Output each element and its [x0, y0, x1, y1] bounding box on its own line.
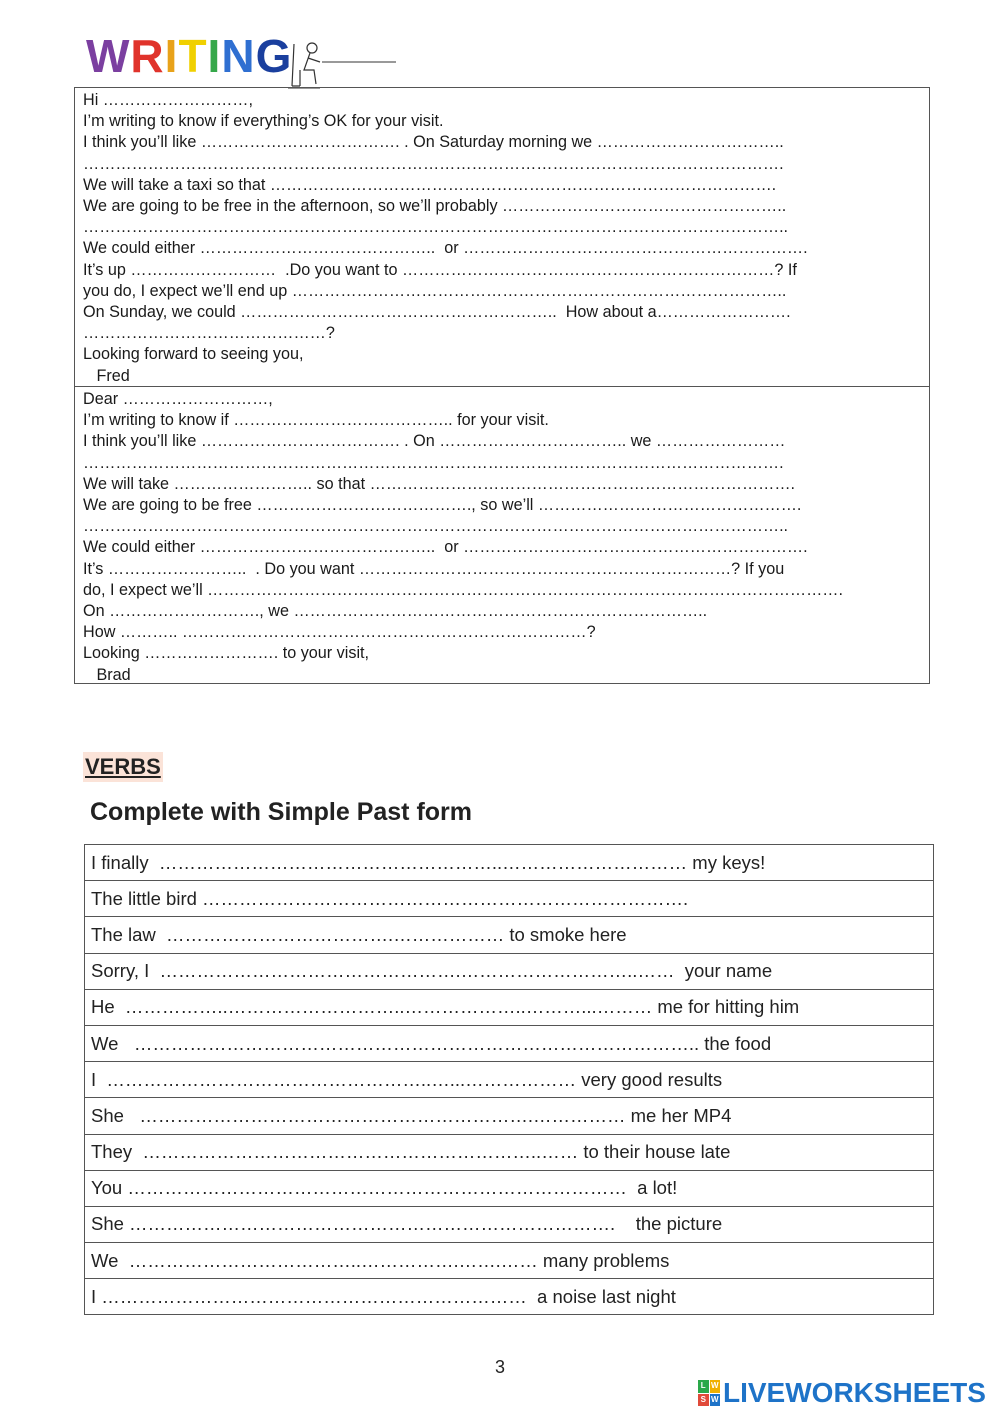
letter-line: …………………………………………………………………………………………………………………. — [83, 154, 784, 173]
exercise-sentence[interactable]: She ……………………………………………………….…………… me her MP4 — [85, 1098, 934, 1134]
letter-line: I think you’ll like ………………………………. . On Saturday morning we …………………………….. — [83, 133, 784, 152]
exercise-sentence[interactable]: I ……………………………………………..…...……………… very good results — [85, 1062, 934, 1098]
exercise-instruction: Complete with Simple Past form — [90, 798, 473, 826]
letter-line: I think you’ll like ………………………………. . On …………………………….. we …………………… — [83, 432, 786, 451]
table-row — [85, 989, 934, 1025]
title-letter: I — [207, 30, 222, 82]
letter-line: ………………………………………? — [83, 324, 335, 343]
letter-line: On Sunday, we could ………………………………………………….. How about a……………………. — [83, 303, 791, 322]
worksheet-title — [86, 30, 292, 82]
letter-line: We are going to be free …………………………………., so we’ll …………………………………………. — [83, 496, 802, 515]
letter-line: We will take …………………….. so that ……………………………………………………………………. — [83, 474, 796, 493]
table-row — [85, 1062, 934, 1098]
title-letter: I — [164, 30, 179, 82]
exercise-sentence[interactable]: You ……………………………………………………………………… a lot! — [85, 1170, 934, 1206]
letter-line: I’m writing to know if ………………………………….. for your visit. — [83, 411, 549, 430]
exercise-sentence[interactable]: I …………………………………………………………… a noise last night — [85, 1279, 934, 1315]
title-letter: N — [221, 30, 256, 82]
letter-line: We could either …………………………………….. or ………………………………………………………. — [83, 538, 808, 557]
letter-line: Dear ………………………, — [83, 390, 273, 408]
letter-line: do, I expect we’ll ………………………………………………………………………………………………………. — [83, 580, 843, 599]
letter-line: ………………………………………………………………………………………………………………….. — [83, 517, 789, 536]
letter-line: It’s …………………….. . Do you want ……………………………………………………………? If you — [83, 559, 785, 578]
letter-line: Fred — [83, 366, 130, 385]
exercise-sentence[interactable]: They ………………………………………………………..…… to their house late — [85, 1134, 934, 1170]
title-letter: G — [255, 30, 293, 82]
letter-line: It’s up ……………………… .Do you want to ……………………………………………………………? If — [83, 260, 797, 279]
exercise-sentence[interactable]: He ……………..………………………..………………..………...……… me for hitting him — [85, 989, 934, 1025]
letter-fred — [74, 87, 930, 387]
page-number: 3 — [494, 1357, 505, 1377]
table-row — [85, 1206, 934, 1242]
writer-at-desk-icon — [286, 38, 398, 90]
writing-title — [86, 30, 292, 82]
table-row — [85, 1279, 934, 1315]
letter-line: you do, I expect we’ll end up ……………………………………………………………………………….. — [83, 281, 787, 300]
logo-tile: L — [698, 1380, 709, 1393]
exercise-sentence[interactable]: The law ……………………………….……………… to smoke here — [85, 917, 934, 953]
letter-line: We will take a taxi so that …………………………………………………………………………………. — [83, 175, 777, 194]
table-row — [85, 1098, 934, 1134]
exercise-sentence[interactable]: Sorry, I ………………………………………….………………………..…… your name — [85, 953, 934, 989]
verbs-heading: VERBS — [83, 752, 163, 782]
logo-tile: W — [710, 1380, 721, 1393]
table-row — [85, 1243, 934, 1279]
letter-line: Brad — [83, 665, 131, 684]
table-row — [85, 1025, 934, 1061]
title-letter: T — [178, 30, 208, 82]
exercise-sentence[interactable]: I finally ………………………………………………..………………………… my keys! — [85, 845, 934, 881]
title-letter: W — [86, 30, 131, 82]
title-letter: R — [130, 30, 165, 82]
letter-line: We could either …………………………………….. or ………………………………………………………. — [83, 239, 808, 258]
exercise-sentence[interactable]: She ……………………………………………………………………. the picture — [85, 1206, 934, 1242]
exercise-sentence[interactable]: The little bird ……………………………………………………………………. — [85, 881, 934, 917]
exercise-sentence[interactable]: We ………………………………..…………….…….…… many problems — [85, 1243, 934, 1279]
liveworksheets-logo-icon — [698, 1380, 720, 1406]
liveworksheets-brand — [698, 1376, 986, 1410]
table-row — [85, 1134, 934, 1170]
exercise-sentence[interactable]: We ……………………………………………………………………………….. the food — [85, 1025, 934, 1061]
letter-line: Hi ………………………, — [83, 91, 253, 109]
letter-line: We are going to be free in the afternoon, so we’ll probably …………………………………………….. — [83, 197, 787, 216]
letter-line: How ……….. …………………………………………………………………? — [83, 623, 596, 642]
logo-tile: W — [710, 1394, 721, 1407]
table-row — [85, 917, 934, 953]
letter-line: ………………………………………………………………………………………………………………….. — [83, 218, 789, 237]
letter-line: Looking ……………………. to your visit, — [83, 644, 370, 663]
letter-brad — [74, 386, 930, 684]
table-row — [85, 1170, 934, 1206]
letter-line: On ………………………., we ………………………………………………………………….. — [83, 602, 708, 621]
table-row — [85, 953, 934, 989]
logo-tile: S — [698, 1394, 709, 1407]
brand-text: LIVEWORKSHEETS — [723, 1377, 986, 1408]
letter-line: Looking forward to seeing you, — [83, 345, 304, 364]
table-row — [85, 845, 934, 881]
table-row — [85, 881, 934, 917]
letter-line: I’m writing to know if everything’s OK for your visit. — [83, 112, 444, 131]
simple-past-exercise-table — [84, 844, 934, 1315]
letter-line: …………………………………………………………………………………………………………………. — [83, 453, 784, 472]
